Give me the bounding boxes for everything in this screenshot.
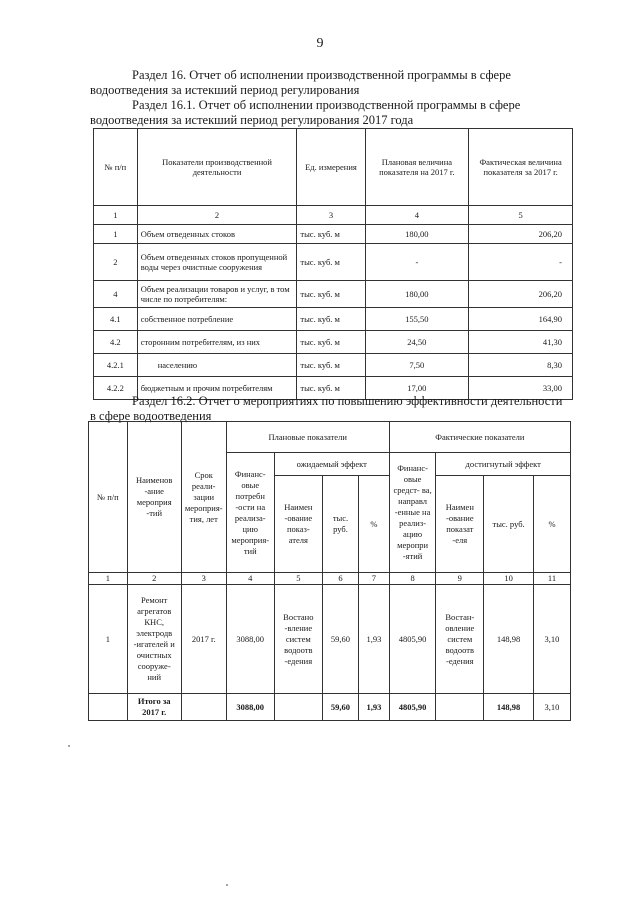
page-number: 9 [316,36,324,51]
unit: тыс. куб. м [297,377,365,400]
header-cell: Наимен -ование показ- ателя [274,476,322,573]
header-cell: тыс. руб. [484,476,534,573]
header-cell: % [359,476,390,573]
header-cell: Фактическая величина показателя за 2017 г. [469,129,573,206]
column-number: 11 [533,573,570,585]
fact-value: 164,90 [469,308,573,331]
table-header-row [94,129,573,206]
scan-speck [226,884,228,886]
expected-percent: 1,93 [359,585,390,694]
achieved-rub: 148,98 [484,585,534,694]
fact-value: 206,20 [469,225,573,244]
header-cell: % [533,476,570,573]
table-header-row [89,422,571,453]
column-number: 4 [365,206,469,225]
total-empty-cell [181,694,226,721]
column-number: 7 [359,573,390,585]
header-cell: Плановая величина показателя на 2017 г. [365,129,469,206]
column-number: 5 [274,573,322,585]
total-expected-rub: 59,60 [322,694,358,721]
achieved-indicator-name: Востан- овление систем водоотв -едения [436,585,484,694]
unit: тыс. куб. м [297,308,365,331]
plan-value: 180,00 [365,225,469,244]
section-16-2-heading: Раздел 16.2. Отчет о мероприятиях по повышению эффективности деятельности в сфере водоотведения [90,394,563,423]
table-row [94,225,573,244]
total-achieved-percent: 3,10 [533,694,570,721]
total-expected-percent: 1,93 [359,694,390,721]
row-number: 4 [94,281,138,308]
fact-value: - [469,244,573,281]
expected-indicator-name: Востано -вление систем водоотв -едения [274,585,322,694]
header-cell: Ед. измерения [297,129,365,206]
total-planned-financing: 3088,00 [226,694,274,721]
header-cell: Показатели производственной деятельности [137,129,297,206]
header-cell: тыс. руб. [322,476,358,573]
header-cell: Наименов -ание мероприя -тий [127,422,181,573]
indicator-name: собственное потребление [137,308,297,331]
column-number: 9 [436,573,484,585]
actual-financing: 4805,90 [389,585,436,694]
indicator-name: Объем отведенных стоков [137,225,297,244]
unit: тыс. куб. м [297,354,365,377]
indicator-name: Объем отведенных стоков пропущенной воды через очистные сооружения [137,244,297,281]
column-number: 8 [389,573,436,585]
total-empty-cell [274,694,322,721]
header-cell: Плановые показатели [226,422,389,453]
unit: тыс. куб. м [297,225,365,244]
production-program-table [93,128,573,400]
table-row [94,308,573,331]
row-number: 4.1 [94,308,138,331]
table-row [89,585,571,694]
column-number: 4 [226,573,274,585]
header-cell: ожидаемый эффект [274,453,389,476]
unit: тыс. куб. м [297,281,365,308]
table-row [94,244,573,281]
row-number: 1 [94,225,138,244]
fact-value: 41,30 [469,331,573,354]
table-row [94,281,573,308]
indicator-name: бюджетным и прочим потребителям [137,377,297,400]
plan-value: 7,50 [365,354,469,377]
total-row [89,694,571,721]
column-number: 6 [322,573,358,585]
total-empty-cell [89,694,128,721]
header-cell: Фактические показатели [389,422,570,453]
indicator-name: населению [137,354,297,377]
row-number: 4.2.1 [94,354,138,377]
expected-rub: 59,60 [322,585,358,694]
table-row [94,354,573,377]
plan-value: 180,00 [365,281,469,308]
plan-value: 155,50 [365,308,469,331]
total-achieved-rub: 148,98 [484,694,534,721]
header-cell: Наимен -ование показат -еля [436,476,484,573]
table-row [94,331,573,354]
column-number-row [94,206,573,225]
column-number: 2 [127,573,181,585]
implementation-term: 2017 г. [181,585,226,694]
fact-value: 8,30 [469,354,573,377]
fact-value: 33,00 [469,377,573,400]
unit: тыс. куб. м [297,244,365,281]
column-number: 2 [137,206,297,225]
column-number: 3 [181,573,226,585]
section-16-heading: Раздел 16. Отчет об исполнении производственной программы в сфере водоотведения за истекший период регулирования [90,68,511,97]
header-cell: Финанс- овые средст- ва, направл -енные на реализ- ацию меропри -ятий [389,453,436,573]
total-actual-financing: 4805,90 [389,694,436,721]
total-label: Итого за 2017 г. [127,694,181,721]
row-number: 1 [89,585,128,694]
total-empty-cell [436,694,484,721]
plan-value: 24,50 [365,331,469,354]
unit: тыс. куб. м [297,331,365,354]
row-number: 4.2.2 [94,377,138,400]
column-number: 1 [89,573,128,585]
column-number: 5 [469,206,573,225]
header-cell: № п/п [89,422,128,573]
achieved-percent: 3,10 [533,585,570,694]
header-cell: Финанс- овые потребн -ости на реализа- цию мероприя- тий [226,453,274,573]
indicator-name: Объем реализации товаров и услуг, в том числе по потребителям: [137,281,297,308]
planned-financing: 3088,00 [226,585,274,694]
efficiency-measures-table [88,421,571,721]
indicator-name: сторонним потребителям, из них [137,331,297,354]
plan-value: 17,00 [365,377,469,400]
column-number-row [89,573,571,585]
section-16-1-heading: Раздел 16.1. Отчет об исполнении производственной программы в сфере водоотведения за истекший период регулирования 2017 года [90,98,521,127]
header-cell: № п/п [94,129,138,206]
header-cell: Срок реали- зации мероприя- тия, лет [181,422,226,573]
column-number: 3 [297,206,365,225]
header-cell: достигнутый эффект [436,453,571,476]
measure-name: Ремонт агрегатов КНС, электродв -игателей и очистных сооруже- ний [127,585,181,694]
column-number: 1 [94,206,138,225]
fact-value: 206,20 [469,281,573,308]
row-number: 2 [94,244,138,281]
plan-value: - [365,244,469,281]
row-number: 4.2 [94,331,138,354]
column-number: 10 [484,573,534,585]
scan-speck [68,745,70,747]
